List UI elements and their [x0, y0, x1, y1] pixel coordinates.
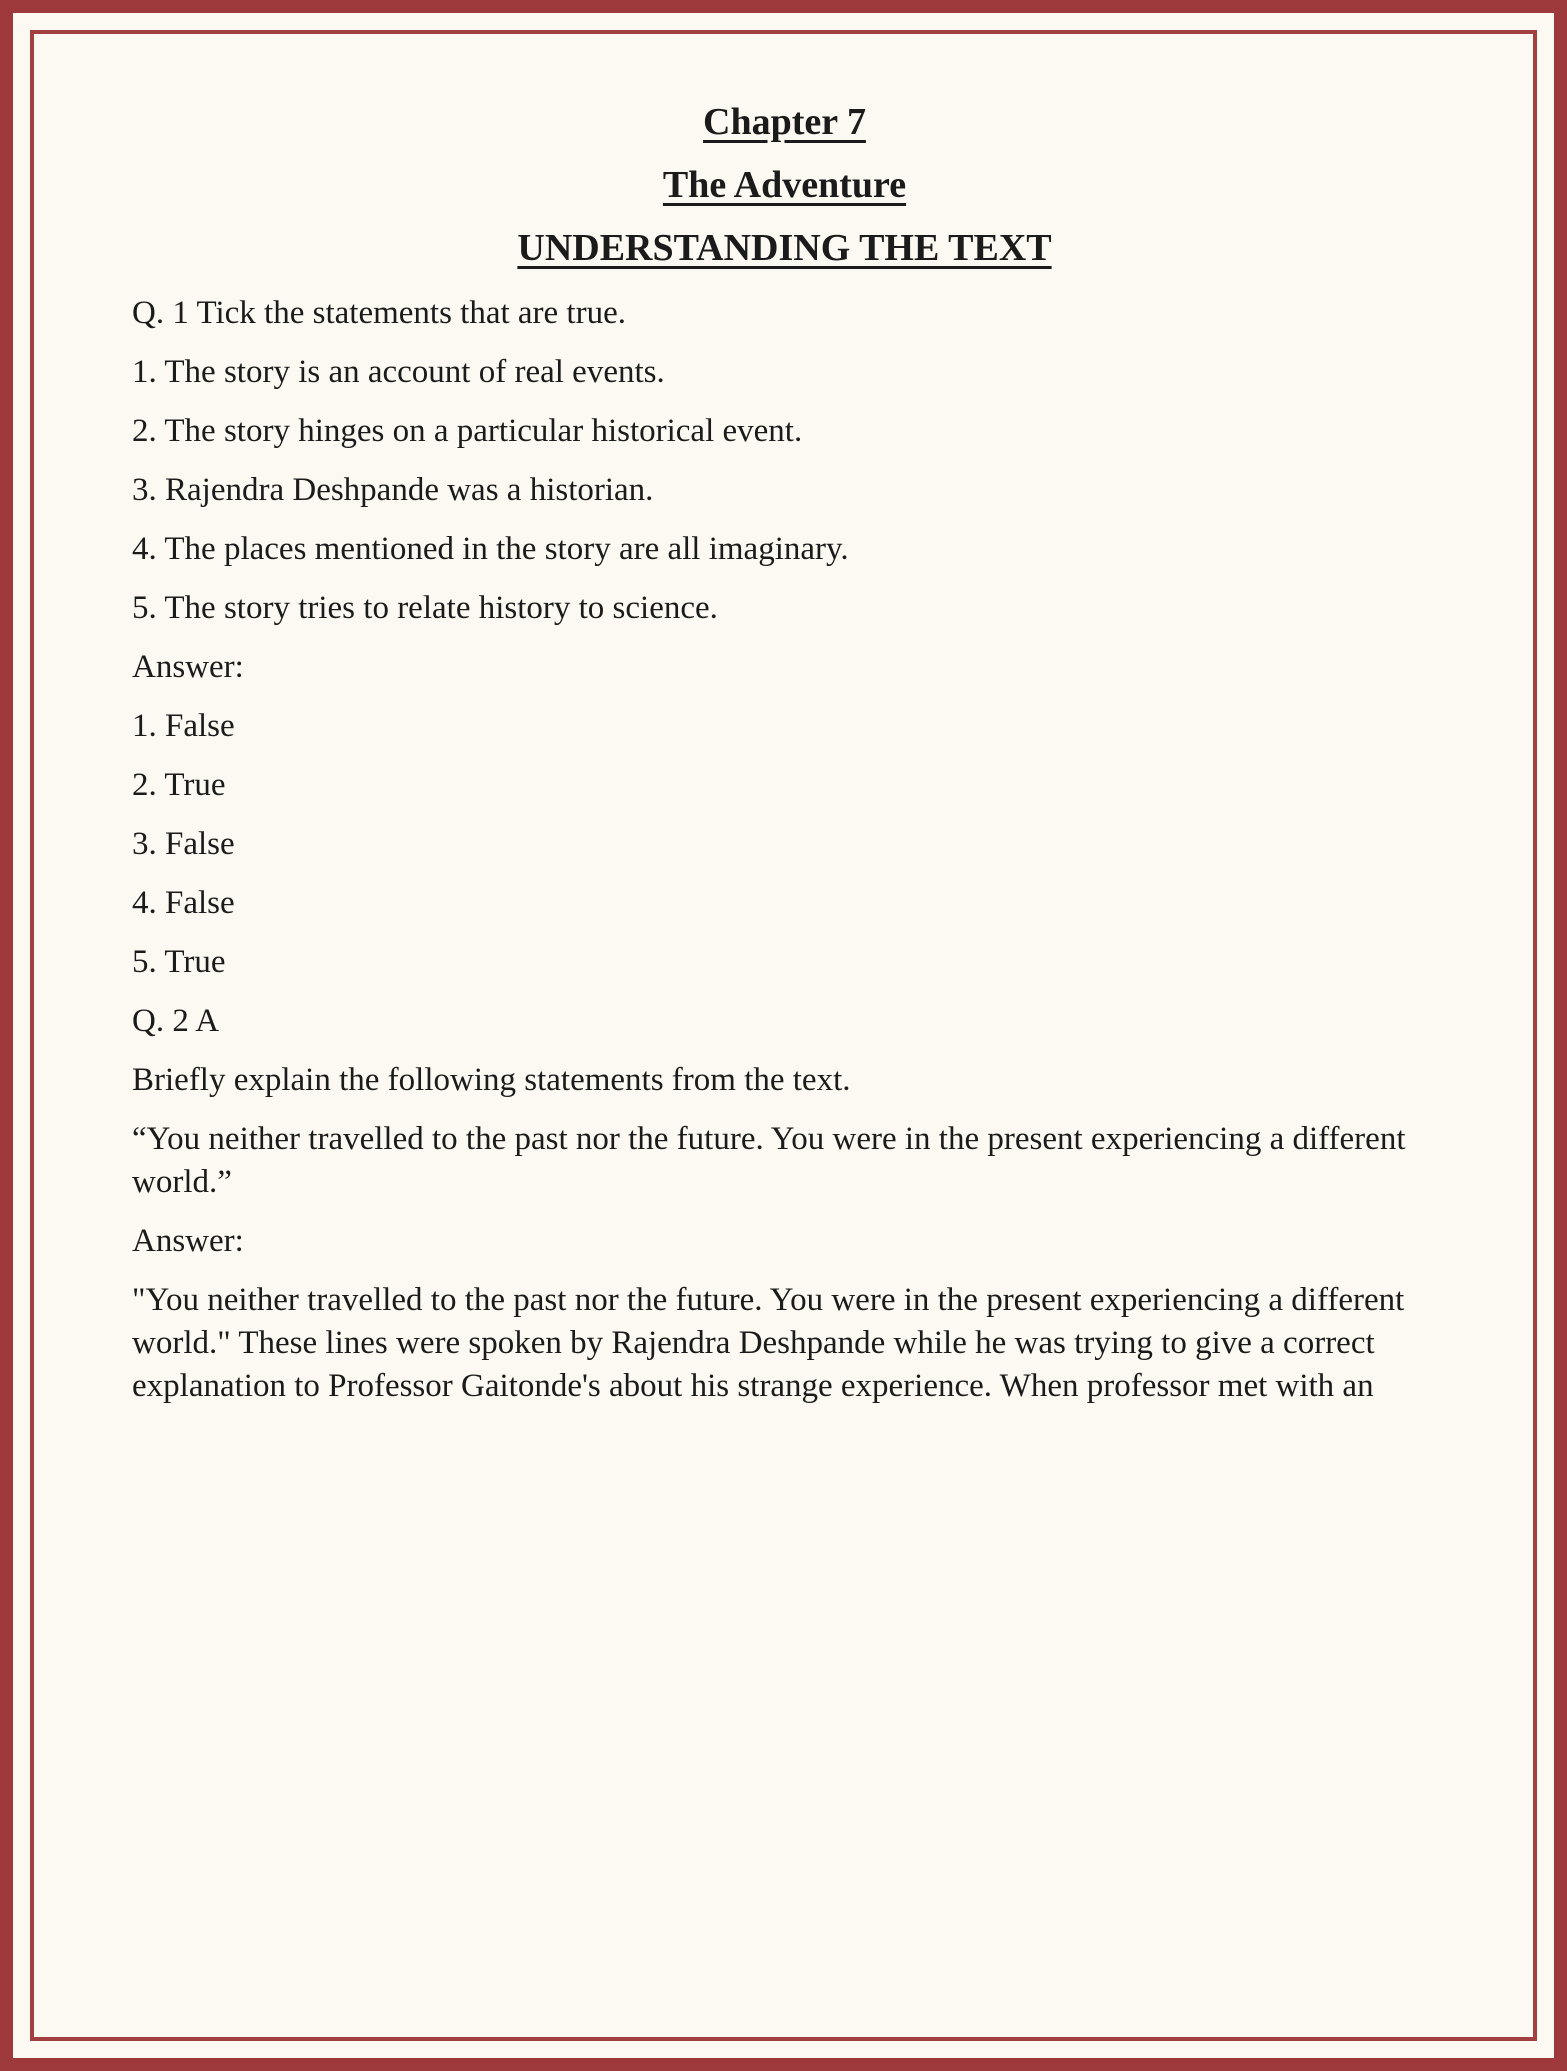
q1-answer-label: Answer: [132, 649, 244, 685]
q1-answer-3: 3. False [132, 826, 235, 862]
q1-statement-2: 2. The story hinges on a particular historical event. [132, 413, 803, 449]
q2-answer-text: "You neither travelled to the past nor the future. You were in the present experiencing a different world." These lines were spoken by Rajendra Deshpande while he was trying to give a correct explanation to Professor Gaitonde's about his strange experience. When professor met with an [132, 1282, 1405, 1404]
section-heading: UNDERSTANDING THE TEXT [517, 227, 1052, 269]
q2-answer-label: Answer: [132, 1223, 244, 1259]
q2-label: Q. 2 A [132, 1003, 220, 1039]
q1-statement-4: 4. The places mentioned in the story are all imaginary. [132, 531, 849, 567]
q1-answer-2: 2. True [132, 767, 226, 803]
q1-answer-5: 5. True [132, 944, 226, 980]
q1-statement-1: 1. The story is an account of real events. [132, 354, 665, 390]
q1-statement-5: 5. The story tries to relate history to science. [132, 590, 718, 626]
inner-border-frame [30, 30, 1537, 2041]
q1-prompt: Q. 1 Tick the statements that are true. [132, 295, 626, 331]
q1-answer-4: 4. False [132, 885, 235, 921]
q1-statement-3: 3. Rajendra Deshpande was a historian. [132, 472, 654, 508]
chapter-title-heading: The Adventure [662, 164, 907, 206]
chapter-heading: Chapter 7 [703, 101, 866, 143]
q1-answer-1: 1. False [132, 708, 235, 744]
q2-prompt: Briefly explain the following statements from the text. [132, 1062, 851, 1098]
q2-quote: “You neither travelled to the past nor the future. You were in the present experiencing a different world.” [132, 1121, 1406, 1200]
